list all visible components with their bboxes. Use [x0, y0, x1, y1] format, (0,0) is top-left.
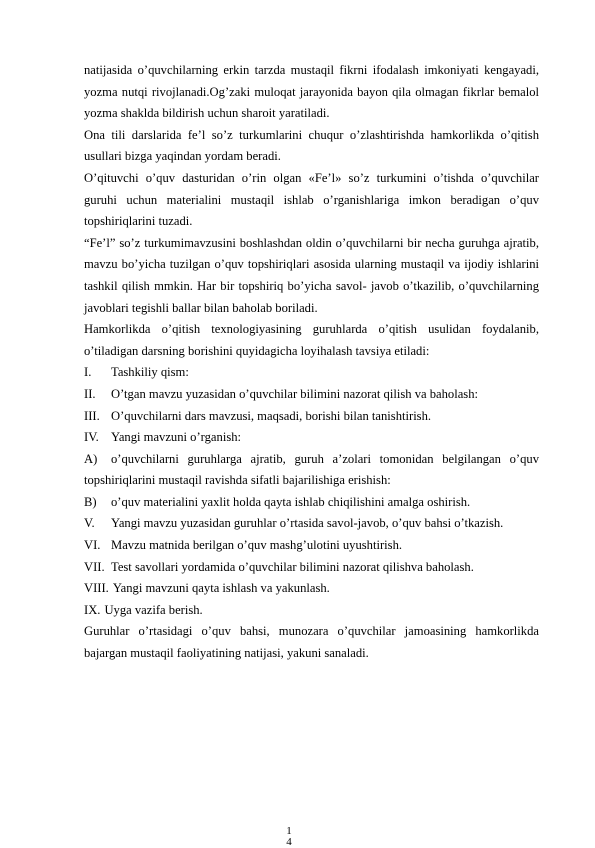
page-number: 1 4 [286, 825, 292, 848]
list-number: A) [84, 451, 98, 466]
list-number: VI. [84, 538, 101, 553]
paragraph: Ona tili darslarida fe’l so’z turkumlarini chuqur o’zlashtirishda hamkorlikda o’qitish usullari bizga yaqindan yordam beradi. [84, 127, 539, 164]
list-text: Yangi mavzu yuzasidan guruhlar o’rtasida savol-javob, o’quv bahsi o’tkazish. [111, 516, 504, 531]
list-number: IX. [84, 602, 101, 617]
list-number: IV. [84, 430, 99, 445]
list-text: Mavzu matnida berilgan o’quv mashg’ulotini uyushtirish. [111, 538, 403, 553]
list-item [84, 513, 514, 535]
paragraph: natijasida o’quvchilarning erkin tarzda mustaqil fikrni ifodalash imkoniyati kengayadi, yozma nutqi rivojlanadi.Og’zaki muloqat jarayonida bayon qila olmagan fikrlar bemalol yozma shaklda bildirish uchun sharoit yaratiladi. [84, 63, 539, 121]
list-number: V. [84, 516, 95, 531]
list-text: Tashkiliy qism: [111, 365, 189, 380]
list-item [84, 492, 539, 514]
list-number: VIII. [84, 581, 109, 596]
list-item [84, 406, 539, 428]
list-item [84, 535, 539, 557]
list-item [84, 384, 539, 406]
list-item [84, 449, 539, 492]
list-text: O’tgan mavzu yuzasidan o’quvchilar bilimini nazorat qilish va baholash: [111, 386, 478, 401]
list-text: o’quvchilarni guruhlarga ajratib, guruh a’zolari tomonidan belgilangan o’quv topshiriqlarini mustaqil ravishda sifatli bajarilishiga erishish: [84, 451, 539, 488]
paragraph: O’qituvchi o’quv dasturidan o’rin olgan «Fe’l» so’z turkumini o’tishda o’quvchilar guruhi uchun materialini mustaqil ishlab o’rganishlariga imkon beradigan o’quv topshiriqlarini tuzadi. [84, 170, 539, 229]
list-number: VII. [84, 559, 105, 574]
list-item [84, 578, 539, 600]
list-text: Yangi mavzuni o’rganish: [111, 430, 242, 445]
list-number: III. [84, 408, 100, 423]
list-text: Uyga vazifa berish. [104, 602, 203, 617]
list-text: O’quvchilarni dars mavzusi, maqsadi, borishi bilan tanishtirish. [111, 408, 432, 423]
list-item [84, 427, 539, 449]
list-item [84, 600, 539, 622]
document-page [84, 60, 539, 665]
list-text: Yangi mavzuni qayta ishlash va yakunlash. [112, 581, 330, 596]
list-text: o’quv materialini yaxlit holda qayta ishlab chiqilishini amalga oshirish. [111, 494, 471, 509]
list-item [84, 557, 539, 579]
list-number: II. [84, 386, 96, 401]
closing-paragraph: Guruhlar o’rtasidagi o’quv bahsi, munozara o’quvchilar jamoasining hamkorlikda bajargan mustaqil faoliyatining natijasi, yakuni sanaladi. [84, 624, 539, 661]
list-number: I. [84, 365, 92, 380]
list-number: B) [84, 494, 97, 509]
list-text: Test savollari yordamida o’quvchilar bilimini nazorat qilishva baholash. [111, 559, 474, 574]
paragraph: Hamkorlikda o’qitish texnologiyasining guruhlarda o’qitish usulidan foydalanib, o’tiladigan darsning borishini quyidagicha loyihalash tavsiya etiladi: [84, 322, 539, 358]
list-item [84, 362, 539, 384]
paragraph: “Fe’l” so’z turkumimavzusini boshlashdan oldin o’quvchilarni bir necha guruhga ajratib, mavzu bo’yicha tuzilgan o’quv topshiriqlari asosida ularning mustaqil va ijodiy ishlarini tashkil qilish mmkin. Har bir topshiriq bo’yicha savol- javob o’tkazilib, o’quvchilarning javoblari tegishli ballar bilan baholab boriladi. [84, 235, 539, 315]
